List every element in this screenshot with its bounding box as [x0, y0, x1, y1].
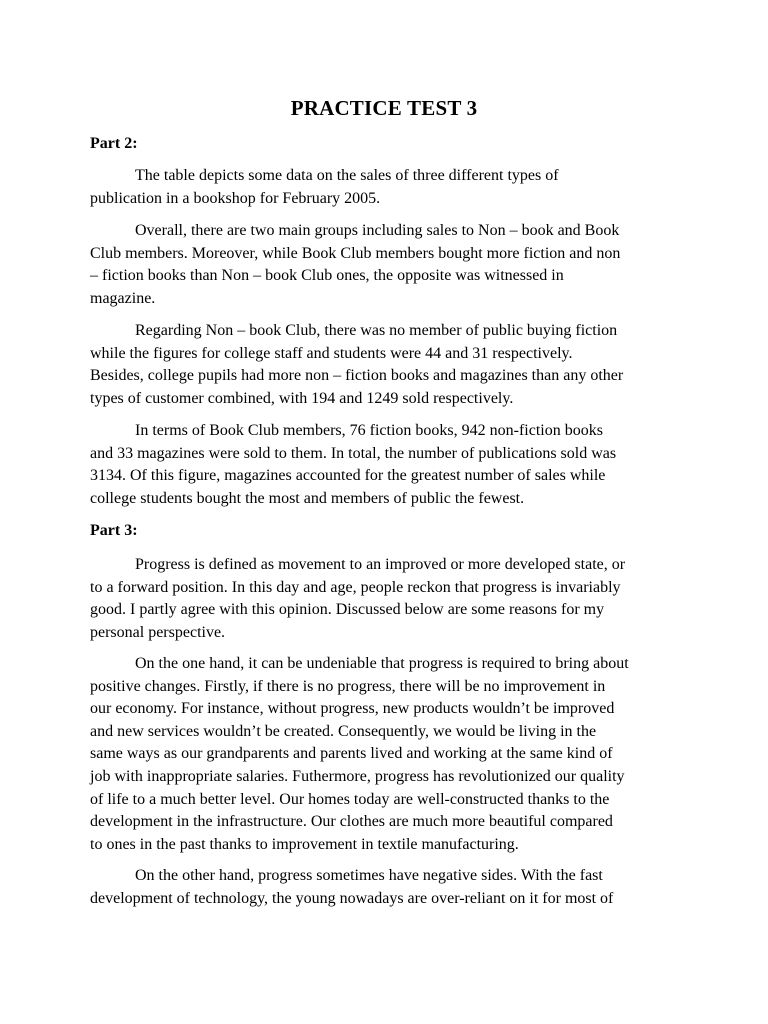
text-line: college students bought the most and members of public the fewest.	[90, 489, 525, 507]
text-line: Besides, college pupils had more non – fiction books and magazines than any other	[90, 367, 624, 385]
part2-paragraph-1	[90, 165, 680, 210]
part3-paragraph-3	[90, 865, 680, 910]
part2-paragraph-2	[90, 220, 680, 310]
text-line: Progress is defined as movement to an improved or more developed state, or	[135, 556, 626, 573]
text-line: our economy. For instance, without progress, new products wouldn’t be improved	[90, 700, 615, 718]
text-line: publication in a bookshop for February 2005.	[90, 189, 381, 207]
text-line: and 33 magazines were sold to them. In total, the number of publications sold was	[90, 444, 617, 462]
text-line: personal perspective.	[90, 623, 226, 641]
text-line: and new services wouldn’t be created. Consequently, we would be living in the	[90, 722, 597, 740]
text-line: same ways as our grandparents and parents lived and working at the same kind of	[90, 745, 613, 763]
text-line: good. I partly agree with this opinion. Discussed below are some reasons for my	[90, 601, 605, 619]
part3-heading: Part 3:	[90, 522, 138, 539]
text-line: The table depicts some data on the sales of three different types of	[135, 167, 559, 184]
text-line: to ones in the past thanks to improvement in textile manufacturing.	[90, 835, 519, 853]
part3-paragraph-2	[90, 653, 680, 856]
text-line: while the figures for college staff and students were 44 and 31 respectively.	[90, 344, 573, 362]
text-line: positive changes. Firstly, if there is no progress, there will be no improvement in	[90, 677, 606, 695]
text-line: In terms of Book Club members, 76 fiction books, 942 non-fiction books	[135, 422, 603, 439]
part2-paragraph-3	[90, 320, 680, 410]
text-line: On the other hand, progress sometimes have negative sides. With the fast	[135, 867, 603, 884]
text-line: 3134. Of this figure, magazines accounted for the greatest number of sales while	[90, 467, 606, 485]
text-line: Regarding Non – book Club, there was no member of public buying fiction	[135, 322, 618, 339]
text-line: – fiction books than Non – book Club ones, the opposite was witnessed in	[90, 267, 564, 285]
text-line: development of technology, the young nowadays are over-reliant on it for most of	[90, 889, 614, 907]
text-line: Club members. Moreover, while Book Club members bought more fiction and non	[90, 244, 621, 262]
text-line: to a forward position. In this day and age, people reckon that progress is invariably	[90, 578, 621, 596]
text-line: On the one hand, it can be undeniable that progress is required to bring about	[135, 655, 629, 672]
text-line: magazine.	[90, 289, 156, 307]
text-line: job with inappropriate salaries. Futhermore, progress has revolutionized our quality	[90, 767, 625, 785]
text-line: of life to a much better level. Our homes today are well-constructed thanks to the	[90, 790, 610, 808]
part3-paragraph-1	[90, 554, 680, 644]
part2-heading: Part 2:	[90, 135, 138, 152]
text-line: development in the infrastructure. Our clothes are much more beautiful compared	[90, 813, 613, 831]
page-title: PRACTICE TEST 3	[290, 96, 478, 120]
part2-paragraph-4	[90, 420, 680, 510]
text-line: types of customer combined, with 194 and 1249 sold respectively.	[90, 389, 514, 407]
text-line: Overall, there are two main groups including sales to Non – book and Book	[135, 222, 620, 239]
